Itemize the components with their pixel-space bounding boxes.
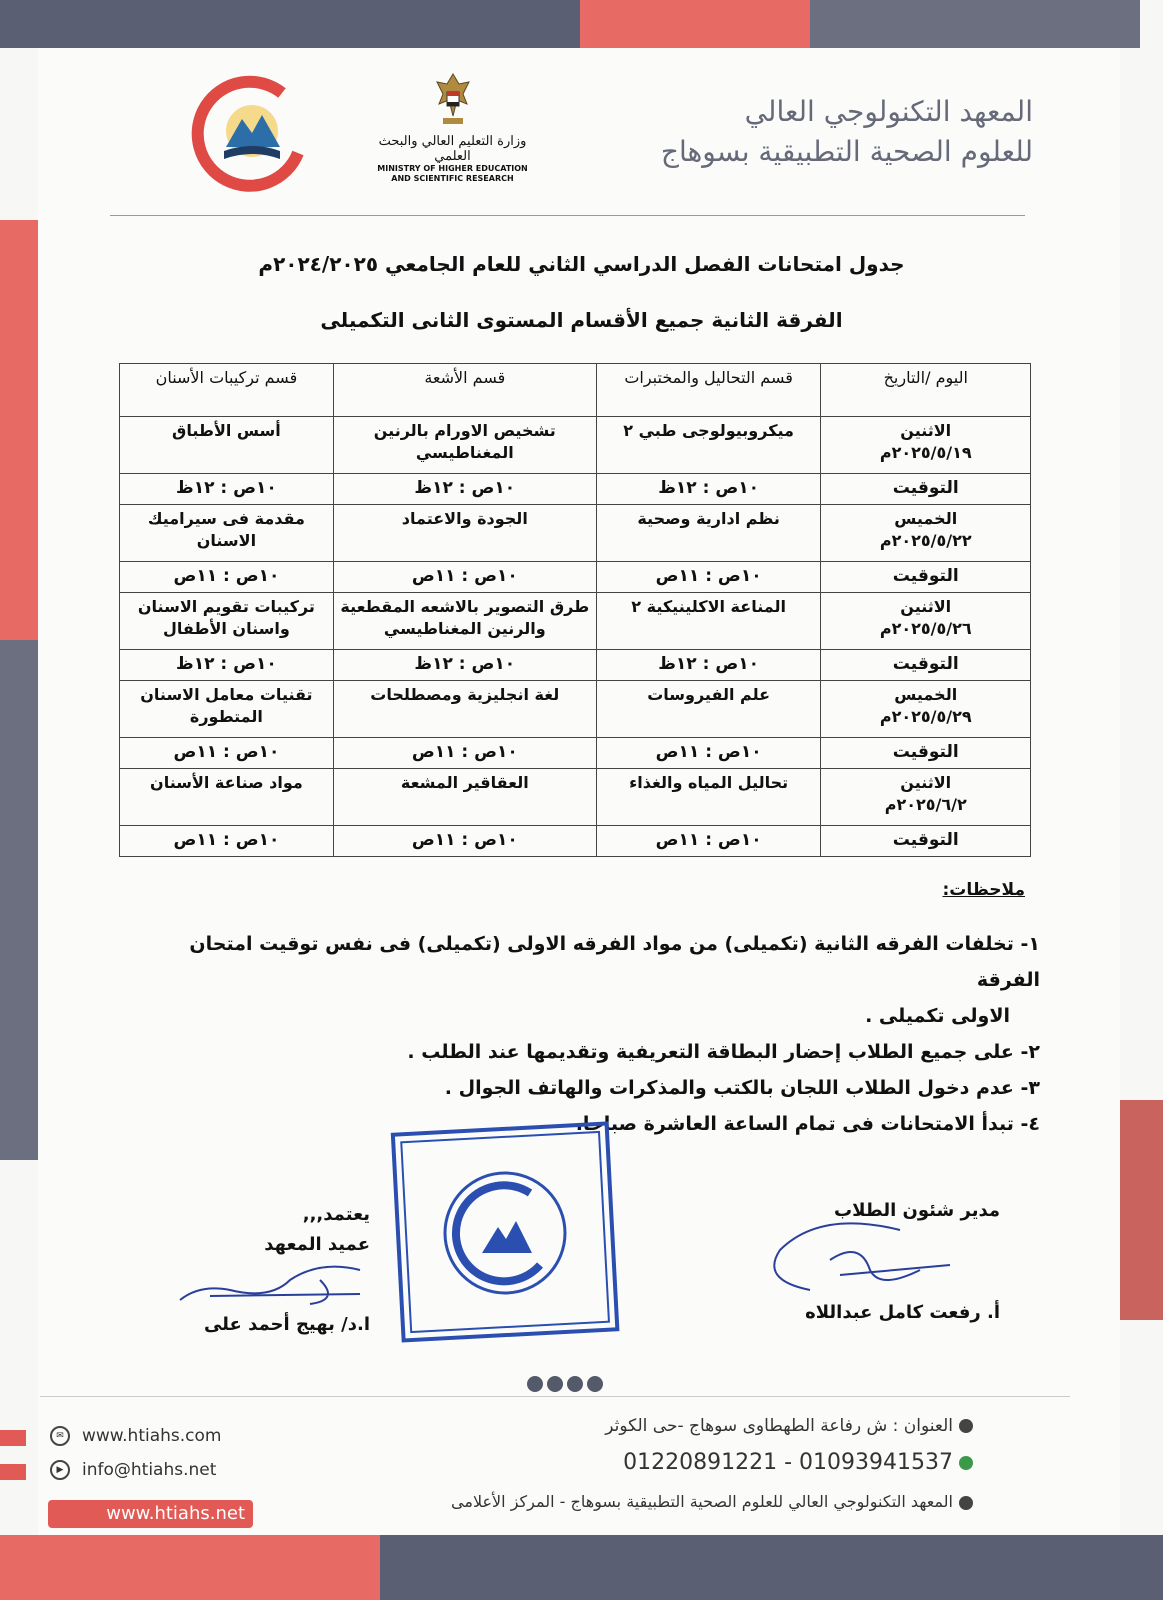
- dean-signature-block: [170, 1200, 370, 1340]
- time-row: [120, 826, 1031, 857]
- subject-cell: تركيبات تقويم الاسنان واسنان الأطفال: [120, 593, 334, 650]
- time-cell: ١٠ص : ١١ص: [333, 562, 596, 593]
- time-cell: ١٠ص : ١١ص: [596, 562, 821, 593]
- subject-cell: مقدمة فى سيراميك الاسنان: [120, 505, 334, 562]
- table-header-row: [120, 364, 1031, 417]
- footer-facebook: [451, 1492, 973, 1511]
- mail-icon: ✉: [50, 1426, 70, 1446]
- date-value: ٢٠٢٥/٥/١٩م: [879, 443, 972, 462]
- footer-website[interactable]: [50, 1426, 221, 1446]
- date-cell: [821, 505, 1031, 562]
- left-strip: [0, 640, 38, 1160]
- date-value: ٢٠٢٥/٥/٢٢م: [879, 531, 972, 550]
- table-row: [120, 593, 1031, 650]
- table-row: [120, 417, 1031, 474]
- dot: [527, 1376, 543, 1392]
- institute-logo-icon: [190, 75, 310, 195]
- student-affairs-title: مدير شئون الطلاب: [834, 1200, 1000, 1221]
- time-cell: ١٠ص : ١١ص: [596, 826, 821, 857]
- red-tab: [0, 1430, 26, 1446]
- play-icon: ▶: [50, 1460, 70, 1480]
- header-radiology-dept: قسم الأشعة: [333, 364, 596, 417]
- time-row: [120, 562, 1031, 593]
- footer-email[interactable]: [50, 1460, 216, 1480]
- decorative-dots: [525, 1376, 605, 1396]
- subject-cell: طرق التصوير بالاشعه المقطعية والرنين المغناطيسي: [333, 593, 596, 650]
- address-text: العنوان : ش رفاعة الطهطاوى سوهاج -حى الكوثر: [605, 1416, 953, 1436]
- top-band: [810, 0, 1140, 48]
- ministry-name-en: AND SCIENTIFIC RESEARCH: [391, 174, 514, 183]
- time-cell: ١٠ص : ١٢ظ: [120, 474, 334, 505]
- subject-cell: مواد صناعة الأسنان: [120, 769, 334, 826]
- time-cell: ١٠ص : ١١ص: [120, 738, 334, 769]
- time-cell: ١٠ص : ١١ص: [596, 738, 821, 769]
- subject-cell: نظم ادارية وصحية: [596, 505, 821, 562]
- header-lab-dept: قسم التحاليل والمختبرات: [596, 364, 821, 417]
- whatsapp-icon: [959, 1456, 973, 1470]
- time-row: [120, 650, 1031, 681]
- ministry-name-en: MINISTRY OF HIGHER EDUCATION: [377, 164, 528, 173]
- notes-list: [150, 926, 1040, 1142]
- dean-name: ا.د/ بهيج أحمد على: [203, 1314, 370, 1335]
- table-row: [120, 681, 1031, 738]
- subject-cell: المناعة الاكلينيكية ٢: [596, 593, 821, 650]
- red-tab: [0, 1464, 26, 1480]
- header-rule: [110, 215, 1025, 216]
- facebook-icon: [959, 1496, 973, 1510]
- website-text: www.htiahs.com: [82, 1426, 222, 1446]
- institute-line2: للعلوم الصحية التطبيقية بسوهاج: [660, 135, 1033, 168]
- student-affairs-name: أ. رفعت كامل عبداللاه: [805, 1302, 1000, 1323]
- platform-badge[interactable]: [48, 1500, 253, 1528]
- platform-badge-text: www.htiahs.net: [106, 1503, 245, 1524]
- note-item: ٤- تبدأ الامتحانات فى تمام الساعة العاشرة صباحا.: [575, 1113, 1040, 1135]
- subject-cell: تشخيص الاورام بالرنين المغناطيسي: [333, 417, 596, 474]
- header-dental-dept: قسم تركيبات الأسنان: [120, 364, 334, 417]
- student-affairs-signature: [720, 1220, 980, 1300]
- time-label: التوقيت: [821, 474, 1031, 505]
- time-label: التوقيت: [821, 738, 1031, 769]
- table-row: [120, 769, 1031, 826]
- time-label: التوقيت: [821, 562, 1031, 593]
- subject-cell: ميكروبيولوجى طبي ٢: [596, 417, 821, 474]
- time-cell: ١٠ص : ١١ص: [120, 826, 334, 857]
- ministry-logo: [370, 70, 535, 184]
- ministry-name-ar: وزارة التعليم العالي والبحث العلمي: [378, 134, 527, 164]
- subject-cell: العقاقير المشعة: [333, 769, 596, 826]
- time-row: [120, 738, 1031, 769]
- facebook-text: المعهد التكنولوجي العالي للعلوم الصحية التطبيقية بسوهاج - المركز الأعلامى: [451, 1492, 953, 1511]
- footer-address: [605, 1416, 973, 1436]
- day-name: الخميس: [894, 509, 958, 528]
- footer-rule: [40, 1396, 1070, 1397]
- notes-label: ملاحظات:: [942, 880, 1025, 900]
- official-stamp: [390, 1115, 620, 1345]
- note-item: ٣- عدم دخول الطلاب اللجان بالكتب والمذكرات والهاتف الجوال .: [444, 1077, 1040, 1099]
- time-label: التوقيت: [821, 826, 1031, 857]
- footer-phones: [623, 1450, 973, 1475]
- date-cell: [821, 417, 1031, 474]
- time-label: التوقيت: [821, 650, 1031, 681]
- dot: [567, 1376, 583, 1392]
- exam-schedule-table: [119, 363, 1031, 857]
- time-cell: ١٠ص : ١٢ظ: [333, 474, 596, 505]
- date-value: ٢٠٢٥/٦/٢م: [884, 795, 967, 814]
- top-band-accent: [580, 0, 810, 48]
- document-subtitle: الفرقة الثانية جميع الأقسام المستوى الثانى التكميلى: [320, 308, 843, 332]
- subject-cell: تحاليل المياه والغذاء: [596, 769, 821, 826]
- subject-cell: الجودة والاعتماد: [333, 505, 596, 562]
- day-name: الاثنين: [900, 773, 952, 792]
- day-name: الخميس: [894, 685, 958, 704]
- left-strip: [0, 220, 38, 640]
- time-cell: ١٠ص : ١١ص: [120, 562, 334, 593]
- note-item: الاولى تكميلى .: [865, 1005, 1010, 1027]
- institute-line1: المعهد التكنولوجي العالي: [744, 95, 1033, 128]
- time-cell: ١٠ص : ١١ص: [333, 738, 596, 769]
- table-row: [120, 505, 1031, 562]
- approval-label: يعتمد,,,: [302, 1204, 370, 1225]
- top-band: [0, 0, 580, 48]
- student-affairs-signature-block: [750, 1200, 1000, 1323]
- date-cell: [821, 593, 1031, 650]
- header-date: اليوم /التاريخ: [821, 364, 1031, 417]
- time-cell: ١٠ص : ١٢ظ: [120, 650, 334, 681]
- dean-signature: [170, 1260, 370, 1310]
- time-cell: ١٠ص : ١٢ظ: [333, 650, 596, 681]
- subject-cell: أسس الأطباق: [120, 417, 334, 474]
- time-cell: ١٠ص : ١٢ظ: [596, 474, 821, 505]
- dot: [547, 1376, 563, 1392]
- email-text: info@htiahs.net: [82, 1460, 217, 1480]
- time-cell: ١٠ص : ١١ص: [333, 826, 596, 857]
- dot: [587, 1376, 603, 1392]
- time-cell: ١٠ص : ١٢ظ: [596, 650, 821, 681]
- subject-cell: لغة انجليزية ومصطلحات: [333, 681, 596, 738]
- date-value: ٢٠٢٥/٥/٢٩م: [879, 707, 972, 726]
- note-item: ١- تخلفات الفرقه الثانية (تكميلى) من مواد الفرقه الاولى (تكميلى) فى نفس توقيت امتحان الفرقة: [189, 933, 1040, 991]
- institute-title: [661, 92, 1033, 172]
- subject-cell: علم الفيروسات: [596, 681, 821, 738]
- date-value: ٢٠٢٥/٥/٢٦م: [879, 619, 972, 638]
- day-name: الاثنين: [900, 421, 952, 440]
- dean-title: عميد المعهد: [264, 1234, 370, 1255]
- subject-cell: تقنيات معامل الاسنان المتطورة: [120, 681, 334, 738]
- time-row: [120, 474, 1031, 505]
- right-strip: [1120, 1100, 1163, 1320]
- day-name: الاثنين: [900, 597, 952, 616]
- note-item: ٢- على جميع الطلاب إحضار البطاقة التعريفية وتقديمها عند الطلب .: [407, 1041, 1040, 1063]
- phones-text: 01220891221 - 01093941537: [623, 1450, 953, 1475]
- eagle-icon: [433, 70, 473, 130]
- date-cell: [821, 681, 1031, 738]
- location-icon: [959, 1419, 973, 1433]
- bottom-band-accent: [0, 1535, 380, 1600]
- date-cell: [821, 769, 1031, 826]
- document-title: جدول امتحانات الفصل الدراسي الثاني للعام الجامعي ٢٠٢٤/٢٠٢٥م: [258, 252, 905, 276]
